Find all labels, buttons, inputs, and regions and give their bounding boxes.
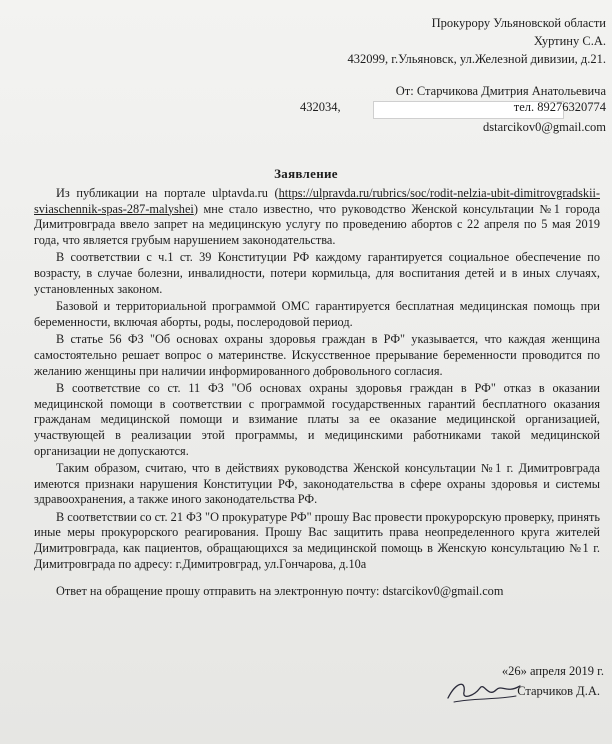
sender-index: 432034,	[300, 100, 341, 114]
document-body	[34, 186, 600, 602]
paragraph-1	[34, 186, 600, 248]
paragraph-5: В соответствие со ст. 11 ФЗ "Об основах охраны здоровья граждан в РФ" отказ в оказании медицинской помощи в соответствии с программой государственных гарантий бесплатного оказания гражданам медицинской помощи и взимание платы за ее оказание медицинской организацией, участвующей в реализации этой программы, и медицинскими работниками такой медицинской организации не допускаются.	[34, 381, 600, 458]
recipient-line1: Прокурору Ульяновской области	[431, 16, 606, 30]
document-title: Заявление	[274, 166, 338, 181]
recipient-address: 432099, г.Ульяновск, ул.Железной дивизии, д.21.	[347, 52, 606, 66]
paragraph-4: В статье 56 ФЗ "Об основах охраны здоровья граждан в РФ" указывается, что каждая женщина самостоятельно решает вопрос о материнстве. Искусственное прерывание беременности проводится по желанию женщины при наличии информированного добровольного согласия.	[34, 332, 600, 378]
paragraph-7: В соответствии со ст. 21 ФЗ "О прокуратуре РФ" прошу Вас провести прокурорскую проверку, принять иные меры прокурорского реагирования. Прошу Вас защитить права неопределенного круга жителей Димитровграда, как пациентов, обращающихся за медицинской помощь в Женскую консультацию №1 г. Димитровграда по адресу: г.Димитровград, ул.Гончарова, д.10а	[34, 509, 600, 571]
p1-suffix: ) мне стало известно, что руководство Женской консультации №1 города Димитровграда ввело запрет на медицинскую услугу по проведению абортов с 22 апреля по 5 мая 2019 года, что является грубым нарушением законодательства.	[34, 201, 600, 247]
p1-prefix: Из публикации на портале ulptavda.ru (	[56, 186, 279, 200]
signature-date: «26» апреля 2019 г.	[501, 664, 604, 678]
paragraph-6: Таким образом, считаю, что в действиях руководства Женской консультации №1 г. Димитровграда имеются признаки нарушения Конституции РФ, законодательства в сфере охраны здоровья и системы здравоохранения, а также иного законодательства РФ.	[34, 461, 600, 507]
sender-address-row	[300, 100, 606, 118]
signer-name: Старчиков Д.А.	[517, 684, 600, 698]
recipient-line2: Хуртину С.А.	[533, 34, 606, 48]
source-link[interactable]: https://ulpravda.ru/rubrics/soc/rodit-nelzia-ubit-dimitrovgradskii-sviaschennik-spas-287-malyshei	[34, 186, 600, 216]
handwritten-signature	[444, 672, 524, 706]
reply-request: Ответ на обращение прошу отправить на электронную почту: dstarcikov0@gmail.com	[56, 584, 504, 599]
paragraph-3: Базовой и территориальной программой ОМС гарантируется бесплатная медицинская помощь при беременности, включая аборты, роды, послеродовой период.	[34, 299, 600, 329]
paragraph-2: В соответствии с ч.1 ст. 39 Конституции РФ каждому гарантируется социальное обеспечение по возрасту, в случае болезни, инвалидности, потери кормильца, для воспитания детей и в иных случаях, установленных законом.	[34, 250, 600, 296]
sender-phone: тел. 89276320774	[513, 100, 606, 114]
sender-email: dstarcikov0@gmail.com	[483, 120, 606, 134]
sender-from-line: От: Старчикова Дмитрия Анатольевича	[395, 84, 606, 98]
